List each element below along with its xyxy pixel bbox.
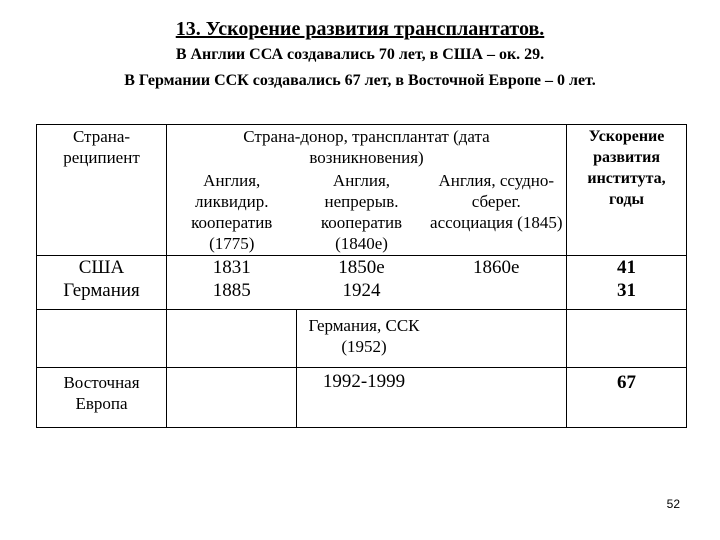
table-row-east-europe: [37, 368, 687, 428]
country-usa: США: [37, 256, 167, 280]
table-row-ssk-header: [37, 310, 687, 368]
germany-ssk-header: Германия, ССК (1952): [308, 316, 420, 356]
germany-value-2: 1924: [297, 279, 427, 310]
usa-value-1: 1831: [167, 256, 297, 280]
usa-value-3: 1860е: [427, 256, 567, 280]
germany-value-3: [427, 279, 567, 310]
subtitle-line-1: В Англии ССА создавались 70 лет, в США – ок. 29.: [175, 46, 545, 63]
donor-col-3: Англия, ссудно-сберег. ассоциация (1845): [427, 169, 567, 256]
header-recipient-empty: [37, 169, 167, 256]
germany-acceleration: 31: [567, 279, 687, 310]
country-east-europe: Восточная Европа: [37, 368, 167, 428]
donor-col-2: Англия, непрерыв. кооператив (1840е): [297, 169, 427, 256]
header-row-1: [37, 125, 687, 170]
slide-title: 13. Ускорение развития трансплантатов.: [175, 18, 545, 40]
header-donor: Страна-донор, трансплантат (дата возникновения): [167, 125, 567, 170]
empty-cell: [167, 368, 297, 428]
east-europe-acceleration: 67: [567, 368, 687, 428]
table-row-usa: [37, 256, 687, 280]
table-row-germany: [37, 279, 687, 310]
usa-value-2: 1850е: [297, 256, 427, 280]
page-number: 52: [666, 497, 680, 511]
germany-value-1: 1885: [167, 279, 297, 310]
donor-col-1: Англия, ликвидир. кооператив (1775): [167, 169, 297, 256]
east-europe-value: 1992-1999: [322, 371, 406, 392]
usa-acceleration: 41: [567, 256, 687, 280]
header-recipient: Страна-реципиент: [37, 125, 167, 170]
east-europe-value-cell: [297, 368, 567, 428]
country-germany: Германия: [37, 279, 167, 310]
empty-cell: [37, 310, 167, 368]
subtitle-line-2: В Германии ССК создавались 67 лет, в Восточной Европе – 0 лет.: [124, 72, 596, 89]
germany-ssk-header-cell: [297, 310, 567, 368]
empty-cell: [567, 310, 687, 368]
header-acceleration: Ускорение развития института, годы: [567, 125, 687, 256]
empty-cell: [167, 310, 297, 368]
transplant-table: [36, 124, 687, 428]
